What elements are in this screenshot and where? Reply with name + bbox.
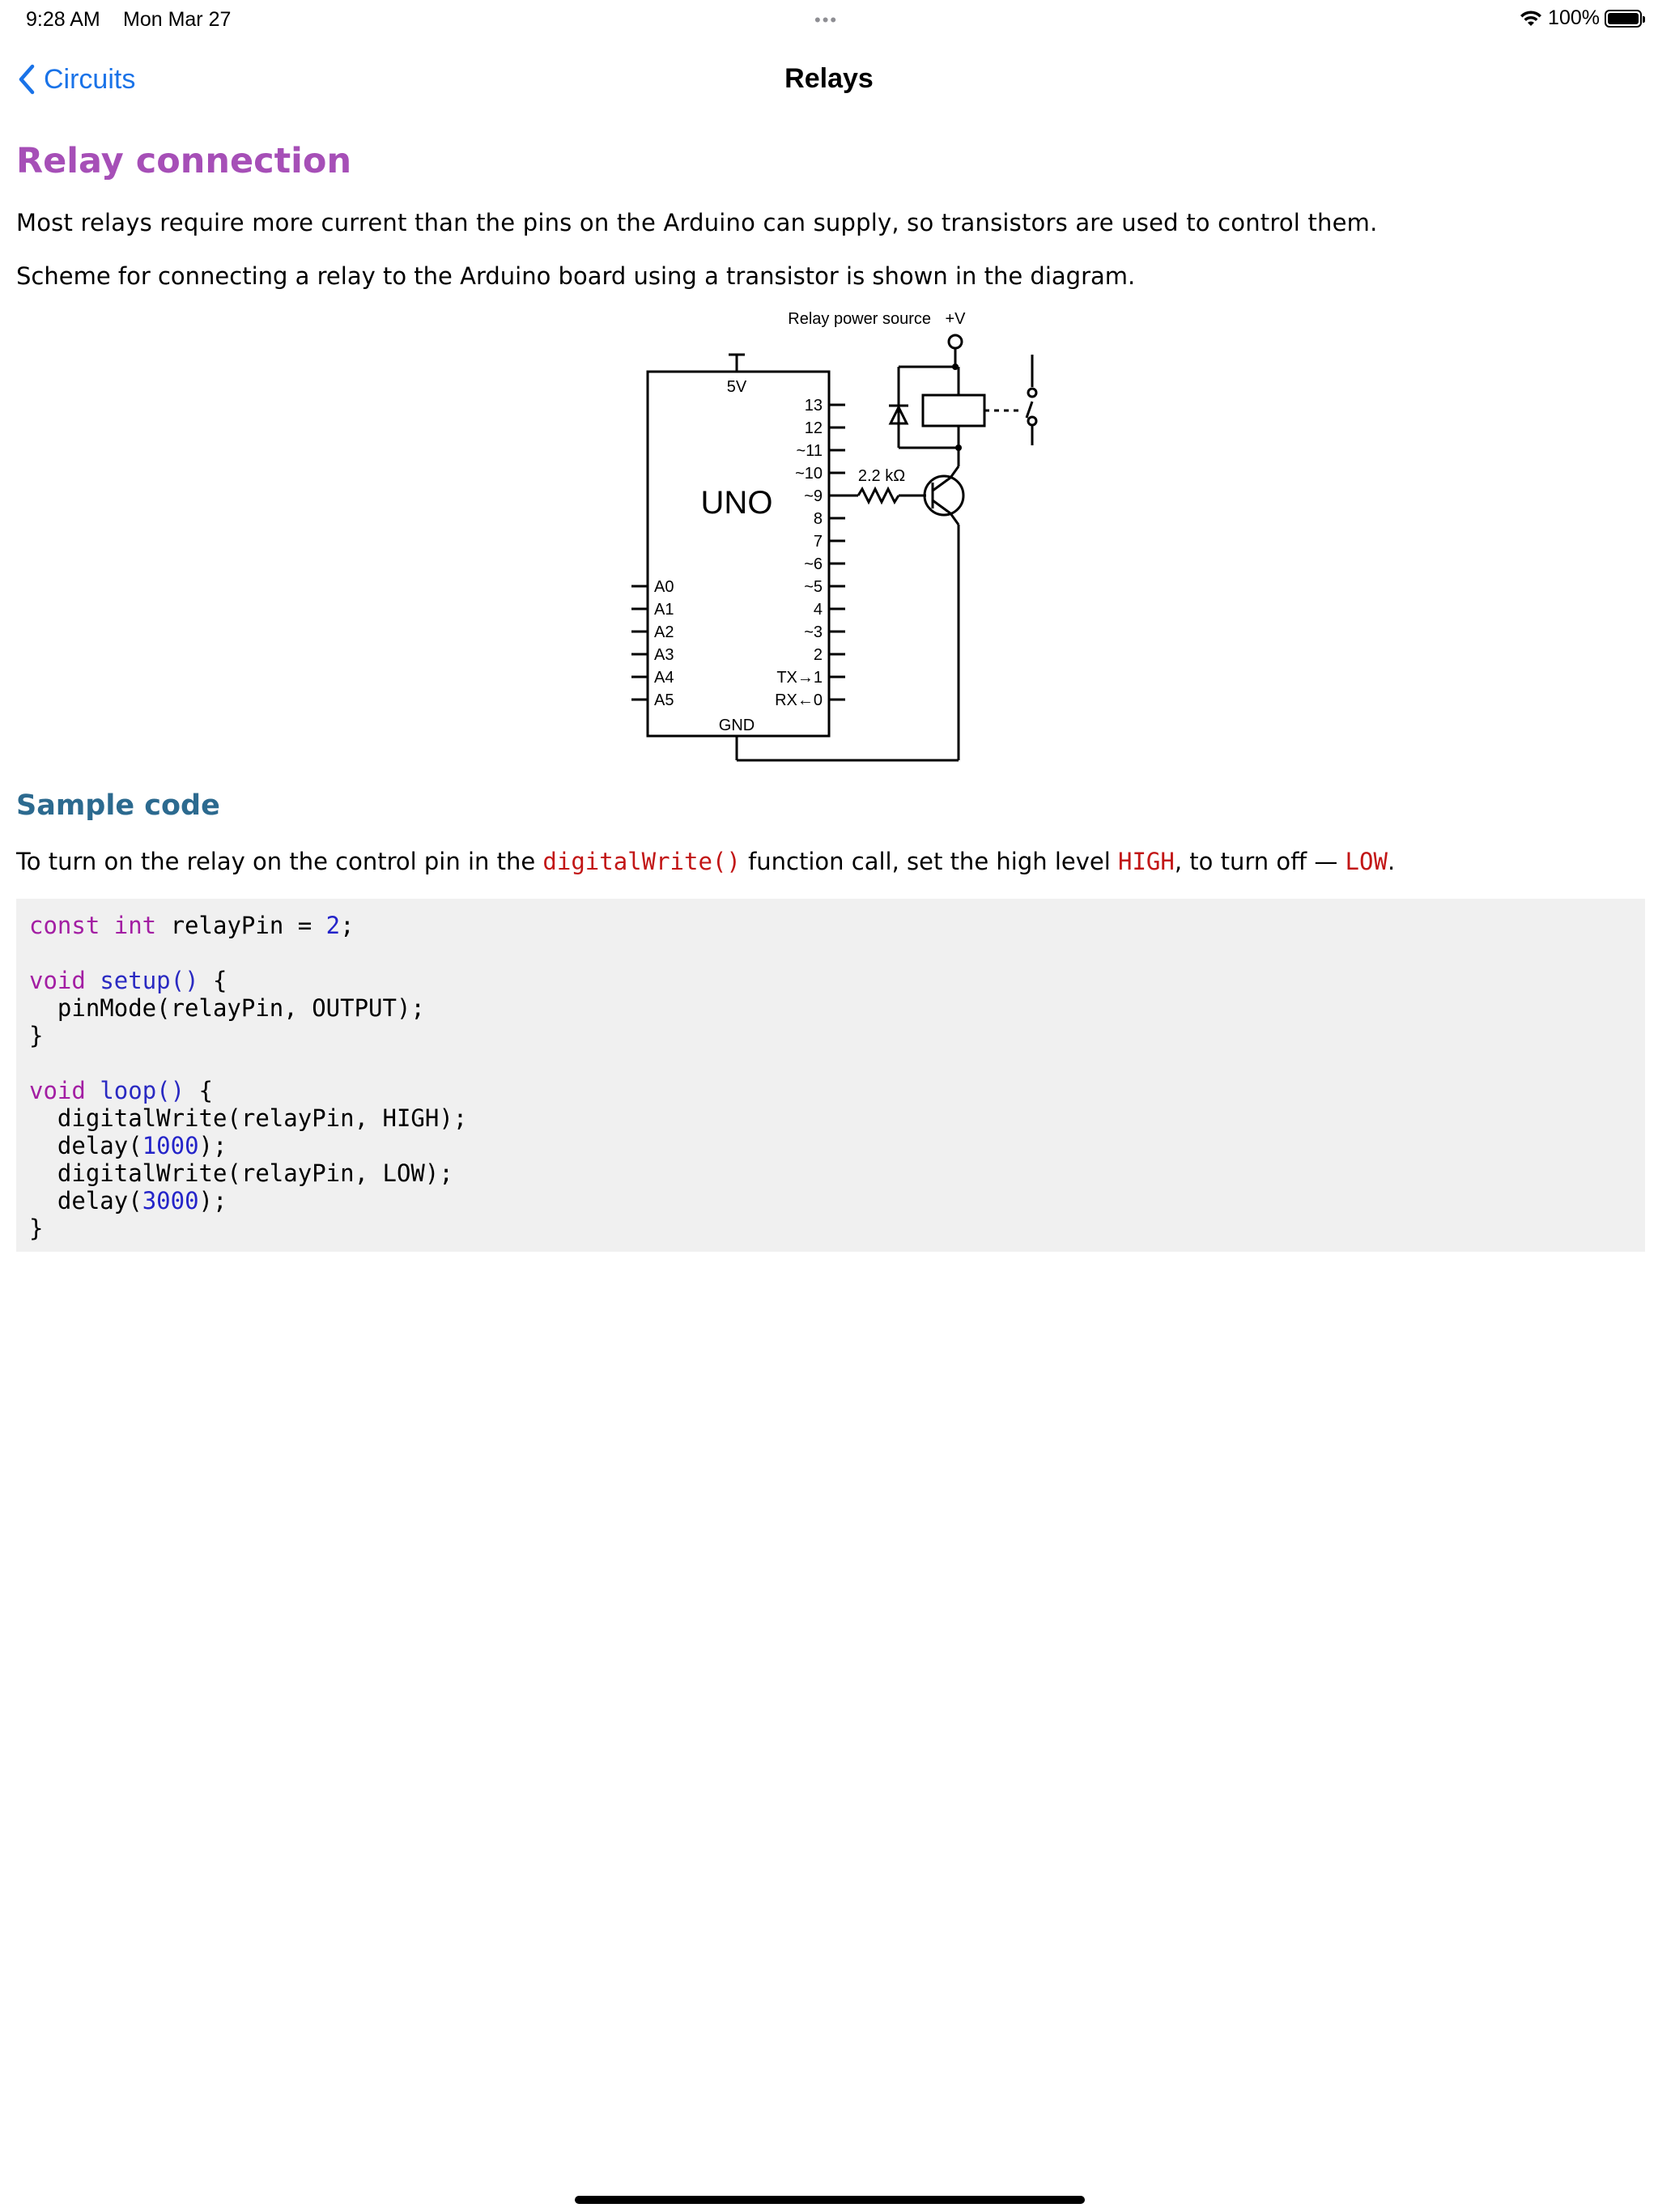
power-terminal-symbol <box>949 335 962 348</box>
code-text: relayPin = <box>156 912 326 939</box>
relay-switch-symbol <box>1027 402 1032 418</box>
analog-pin-label: A0 <box>654 578 674 596</box>
analog-pin-label: A2 <box>654 623 674 641</box>
pin-label: ~11 <box>796 442 823 460</box>
digital-pin-ticks <box>829 405 845 700</box>
code-text: digitalWrite(relayPin, LOW); <box>29 1159 453 1187</box>
code-function: setup() <box>100 967 199 994</box>
analog-pin-label: A5 <box>654 691 674 709</box>
status-bar <box>0 0 1658 39</box>
code-number: 3000 <box>142 1187 199 1214</box>
relay-coil-symbol <box>923 395 984 426</box>
sample-text-4: . <box>1387 848 1396 875</box>
code-keyword: void <box>29 1077 86 1104</box>
pin-label: 7 <box>813 533 823 551</box>
pin-label: 8 <box>813 510 823 528</box>
resistor-symbol <box>858 489 899 502</box>
inline-code-digitalwrite: digitalWrite() <box>542 848 741 875</box>
code-listing: const int relayPin = 2; void setup() { pinMode(relayPin, OUTPUT); } void loop() { digitalWrite(relayPin, HIGH); delay(1000); digitalWrite(relayPin, LOW); delay(3000); } <box>29 912 468 1242</box>
status-time: 9:28 AM <box>26 8 100 31</box>
status-right <box>1519 6 1642 30</box>
page-title: Relays <box>784 63 874 94</box>
inline-code-high: HIGH <box>1118 848 1175 875</box>
pin-label: 4 <box>813 601 823 619</box>
article <box>16 121 1642 290</box>
relay-power-source-label: Relay power source <box>788 310 931 328</box>
paragraph-scheme: Scheme for connecting a relay to the Arduino board using a transistor is shown in the diagram. <box>16 262 1136 290</box>
sample-code-heading: Sample code <box>16 789 220 822</box>
paragraph-relay-current: Most relays require more current than the pins on the Arduino can supply, so transistors are used to control them. <box>16 209 1378 236</box>
pin-label: ~5 <box>804 578 823 596</box>
resistor-value-label: 2.2 kΩ <box>857 467 906 485</box>
five-v-label: 5V <box>726 378 747 396</box>
status-date: Mon Mar 27 <box>123 8 232 31</box>
multitasking-dots-icon[interactable]: ••• <box>814 10 839 30</box>
uno-label: UNO <box>700 485 773 521</box>
code-keyword: const int <box>29 912 157 939</box>
section-heading: Relay connection <box>16 141 352 181</box>
sample-description <box>16 848 1395 875</box>
analog-pin-label: A1 <box>654 601 674 619</box>
code-text: } <box>29 1214 44 1242</box>
home-indicator[interactable] <box>575 2196 1085 2204</box>
code-number: 2 <box>325 912 341 939</box>
pin-label: RX←0 <box>775 691 823 709</box>
code-text: delay( <box>29 1187 142 1214</box>
sample-text-1: To turn on the relay on the control pin in the <box>16 848 543 875</box>
gnd-label: GND <box>718 717 755 734</box>
sample-text-3: , to turn off — <box>1174 848 1346 875</box>
sample-text-2: function call, set the high level <box>740 848 1118 875</box>
code-text: } <box>29 1022 44 1049</box>
pin-label: ~6 <box>804 555 823 573</box>
inline-code-low: LOW <box>1345 848 1388 875</box>
code-text: pinMode(relayPin, OUTPUT); <box>29 994 425 1022</box>
code-text: digitalWrite(relayPin, HIGH); <box>29 1104 468 1132</box>
relay-circuit-diagram <box>615 306 1069 768</box>
pin-label: 2 <box>813 646 823 664</box>
pin-label: ~3 <box>804 623 823 641</box>
analog-pin-label: A3 <box>654 646 674 664</box>
battery-icon <box>1605 10 1642 28</box>
code-text: delay( <box>29 1132 142 1159</box>
code-keyword: void <box>29 967 86 994</box>
pin-label: 13 <box>804 397 823 415</box>
wifi-icon <box>1519 10 1543 28</box>
pin-label: ~10 <box>795 465 823 483</box>
back-label: Circuits <box>44 63 136 95</box>
analog-pin-ticks <box>631 586 648 700</box>
pin-label: 12 <box>804 419 823 437</box>
battery-percent: 100% <box>1548 6 1600 29</box>
navigation-bar <box>0 49 1658 113</box>
pin-label: TX→1 <box>776 669 823 687</box>
analog-pin-label: A4 <box>654 669 674 687</box>
code-function: loop() <box>100 1077 185 1104</box>
pin-label: ~9 <box>804 487 823 505</box>
code-number: 1000 <box>142 1132 199 1159</box>
plus-v-label: +V <box>945 310 966 328</box>
code-block[interactable] <box>16 899 1645 1252</box>
